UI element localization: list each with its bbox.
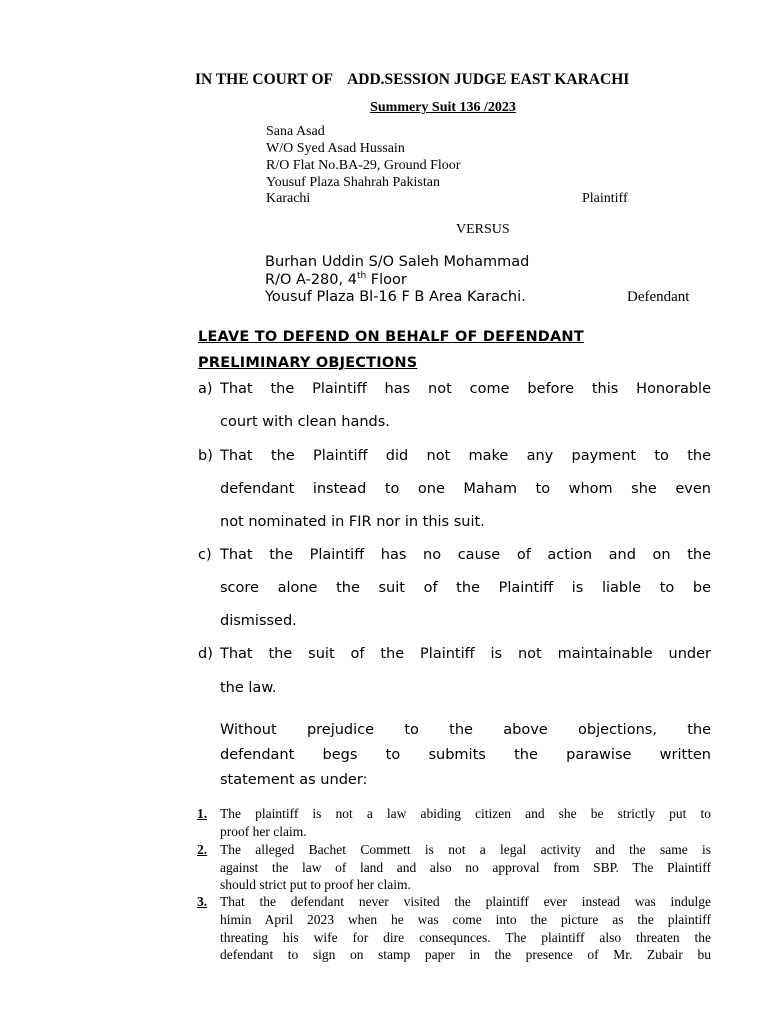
plaintiff-city: Karachi xyxy=(266,191,311,206)
plaintiff-address-2: Yousuf Plaza Shahrah Pakistan xyxy=(266,175,440,190)
paragraph-line: proof her claim. xyxy=(220,824,307,839)
paragraph-line: himin April 2023 when he was come into the picture as the plaintiff xyxy=(220,912,711,927)
objection-line: score alone the suit of the Plaintiff is liable to be xyxy=(220,580,711,596)
objection-line: That the Plaintiff did not make any payment to the xyxy=(220,448,711,464)
paragraph-line: defendant to sign on stamp paper in the presence of Mr. Zubair bu xyxy=(220,947,711,962)
without-prejudice-line: Without prejudice to the above objections, the xyxy=(220,722,711,738)
objections-heading: PRELIMINARY OBJECTIONS xyxy=(198,355,418,371)
suit-title: Summery Suit 136 /2023 xyxy=(370,100,516,115)
objection-label: d) xyxy=(198,646,213,662)
defendant-address-prefix: R/O A-280, 4 xyxy=(265,272,357,288)
defendant-address-1 xyxy=(265,272,407,288)
court-heading xyxy=(195,71,629,89)
paragraph-number: 1. xyxy=(197,806,208,821)
objection-line: That the Plaintiff has not come before this Honorable xyxy=(220,381,711,397)
paragraph-line: threating his wife for dire consequnces. The plaintiff also threaten the xyxy=(220,930,711,945)
paragraph-line: should strict put to proof her claim. xyxy=(220,877,411,892)
paragraph-number: 2. xyxy=(197,842,208,857)
objection-line: the law. xyxy=(220,680,277,696)
objection-label: c) xyxy=(198,547,212,563)
defendant-address-sup: th xyxy=(356,271,367,281)
court-prefix: IN THE COURT OF xyxy=(195,71,333,88)
defendant-address-2: Yousuf Plaza Bl-16 F B Area Karachi. xyxy=(265,289,526,305)
objection-label: a) xyxy=(198,381,213,397)
objection-line: That the suit of the Plaintiff is not maintainable under xyxy=(220,646,711,662)
defendant-role: Defendant xyxy=(627,289,690,305)
plaintiff-relation: W/O Syed Asad Hussain xyxy=(266,141,405,156)
objection-line: That the Plaintiff has no cause of action and on the xyxy=(220,547,711,563)
plaintiff-address-1: R/O Flat No.BA-29, Ground Floor xyxy=(266,158,461,173)
versus-label: VERSUS xyxy=(456,222,510,237)
paragraph-line: The plaintiff is not a law abiding citizen and she be strictly put to xyxy=(220,806,711,821)
objection-line: court with clean hands. xyxy=(220,414,390,430)
plaintiff-role: Plaintiff xyxy=(582,191,628,206)
paragraph-line: The alleged Bachet Commett is not a legal activity and the same is xyxy=(220,842,711,857)
paragraph-number: 3. xyxy=(197,894,208,909)
paragraph-line: That the defendant never visited the plaintiff ever instead was indulge xyxy=(220,894,711,909)
court-name: ADD.SESSION JUDGE EAST KARACHI xyxy=(347,71,630,88)
leave-heading: LEAVE TO DEFEND ON BEHALF OF DEFENDANT xyxy=(198,329,584,345)
paragraph-line: against the law of land and also no approval from SBP. The Plaintiff xyxy=(220,860,711,875)
defendant-address-suffix: Floor xyxy=(366,272,407,288)
objection-line: dismissed. xyxy=(220,613,297,629)
objection-line: defendant instead to one Maham to whom she even xyxy=(220,481,711,497)
objection-label: b) xyxy=(198,448,213,464)
plaintiff-name: Sana Asad xyxy=(266,124,325,139)
without-prejudice-line: defendant begs to submits the parawise written xyxy=(220,747,711,763)
defendant-name: Burhan Uddin S/O Saleh Mohammad xyxy=(265,254,530,270)
without-prejudice-line: statement as under: xyxy=(220,772,368,788)
objection-line: not nominated in FIR nor in this suit. xyxy=(220,514,485,530)
